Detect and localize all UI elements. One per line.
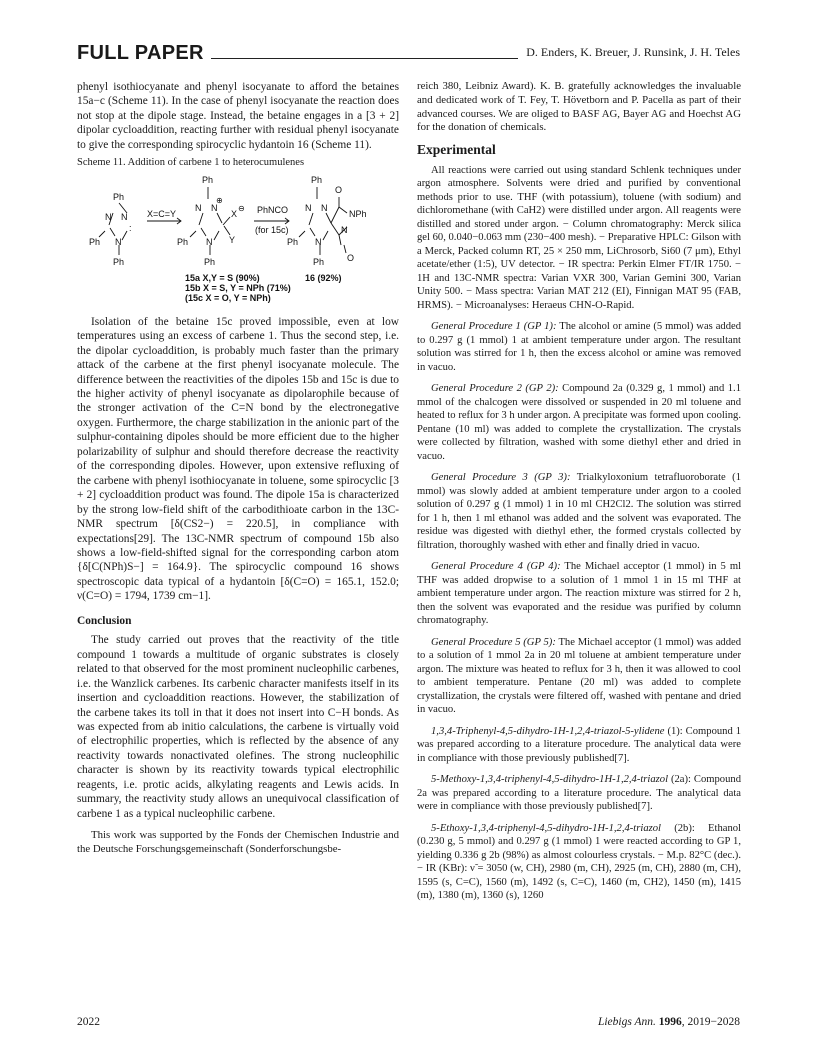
compound-15a-label: 15a X,Y = S (90%): [185, 272, 260, 283]
procedure-title: General Procedure 1 (GP 1):: [431, 321, 557, 333]
n-label: N: [206, 236, 213, 247]
left-column: [77, 80, 399, 857]
acknowledgement-continued: reich 380, Leibniz Award). K. B. gratefully acknowledges the invaluable and dedicated work of T. Fey, T. Hövetborn and P. Pacella as part of their advanced courses. We are oliged to BASF AG, Bayer AG and Hoechst AG for the donation of chemicals.: [417, 80, 741, 134]
n-label: N: [115, 236, 122, 247]
ph-label: Ph: [204, 256, 216, 267]
n-label: N: [315, 236, 322, 247]
scheme-11: [77, 173, 399, 309]
page-number: 2022: [77, 1016, 100, 1028]
compound-15c-label: (15c X = O, Y = NPh): [185, 292, 271, 303]
experimental-heading: Experimental: [417, 142, 496, 158]
compound-16-label: 16 (92%): [305, 272, 342, 283]
carbene-dots: :: [129, 222, 132, 233]
ph-label: Ph: [89, 236, 101, 247]
compound-text: (1): Compound 1 was prepared according to a literature procedure. The analytical data were in compliance with those previously published[7].: [417, 725, 741, 764]
article-type: FULL PAPER: [77, 42, 204, 64]
header-authors: D. Enders, K. Breuer, J. Runsink, J. H. Teles: [526, 45, 740, 59]
journal-citation: [598, 1016, 740, 1028]
n-label: N: [105, 211, 112, 222]
journal-name: Liebigs Ann.: [597, 1016, 656, 1028]
paragraph: phenyl isothiocyanate and phenyl isocyanate to afford the betaines 15a−c (Scheme 11). In the case of phenyl isocyanate the reaction does not stop at the dipole stage. Instead, the betaine engages in a [3 + 2] dipolar cycloaddition, reacting further with residual phenyl isocyanate to give the corresponding spirocyclic hydantoin 16 (Scheme 11).: [77, 81, 399, 151]
y-label: Y: [229, 234, 236, 245]
general-procedure-3: [417, 471, 741, 552]
paragraph: The study carried out proves that the reactivity of the title compound 1 towards a multitude of organic substrates is closely related to that observed for the most prominent nucleophilic carbenes, i.e. the Wanzlick carbenes. Its carbenic character manifests itself in its insertion and cycloaddition reactions. However, the stabilization of the carbene takes its toll in that it does not insert into C−H bonds. As was expected from ab initio calculations, the carbene is virtually void of electrophilic properties, which is reflected by the absence of any reactivity towards nonactivated olefines. The strong nucleophilic character is shown by its reactivity towards typical electrophilic reagents, i.e. protic acids, alkylating reagents and Lewis acids. In summary, the reactivity study allows an unequivocal classification of carbene 1 as a typical nucleophilic carbene.: [77, 634, 399, 820]
compound-1-entry: [417, 725, 741, 766]
general-procedure-5: [417, 636, 741, 717]
ph-label: Ph: [311, 174, 323, 185]
scheme-caption: Scheme 11. Addition of carbene 1 to heterocumulenes: [77, 157, 305, 169]
n-label: N: [121, 211, 128, 222]
x-label: X: [231, 208, 238, 219]
n-label: N: [211, 202, 218, 213]
paragraph: Isolation of the betaine 15c proved impossible, even at low temperatures using an excess of carbene 1. Thus the second step, i.e. the dipolar cycloaddition, is probably much faster than the primary attack of the carbene at the first phenyl isocyanate molecule. The difference between the reactivities of the dipoles 15b and 15c is due to the higher activity of phenyl isocyanate as dipolarophile because of the stronger activation of the C=N bond by the electronegative oxygen. Furthermore, the charge stabilization in the anionic part of the sulphur-containing dipoles should be more efficient due to the higher polarizability of sulphur and should therefore decrease the reactivity of the corresponding dipoles. However, upon extensive refluxing of the carbene with phenyl isothiocyanate in toluene, some spirocyclic [3 + 2] cycloaddition product was found. The dipole 15a is characterized by the strong low-field shift of the carbodithioate carbon in the 13C-NMR spectrum [δ(CS2−) = 220.5], in compliance with expectations[29]. The 13C-NMR spectrum of compound 15b also shows a low-field-shifted signal for the corresponding carbon atom {δ[C(NPh)S−] = 164.9}. The spirocyclic compound 16 shows spectroscopic data typical of a hydantoin [δ(C=O) = 165.1, 152.0; ν(C=O) = 1794, 1739 cm−1].: [77, 315, 399, 603]
compound-text: (2a): Compound 2a was prepared according to a literature procedure. The analytical data were in compliance with those previously published[7].: [417, 774, 741, 813]
ph-label: Ph: [287, 236, 299, 247]
procedure-title: General Procedure 4 (GP 4):: [431, 561, 561, 573]
ph-label: Ph: [113, 191, 125, 202]
charge-plus: ⊕: [216, 195, 223, 205]
right-column: [417, 80, 741, 903]
o-label: O: [335, 184, 343, 195]
reaction-scheme-drawing: [77, 173, 399, 309]
conclusion-heading: Conclusion: [77, 614, 132, 627]
general-procedure-1: [417, 320, 741, 374]
o-label: O: [347, 252, 355, 263]
procedure-title: General Procedure 3 (GP 3):: [431, 472, 571, 484]
compound-title: 5-Methoxy-1,3,4-triphenyl-4,5-dihydro-1H-1,2,4-triazol: [431, 774, 669, 786]
ph-label: Ph: [177, 236, 189, 247]
general-procedure-4: [417, 560, 741, 628]
procedure-title: General Procedure 5 (GP 5):: [431, 636, 556, 648]
compound-title: 1,3,4-Triphenyl-4,5-dihydro-1H-1,2,4-triazol-5-ylidene: [431, 725, 665, 737]
general-procedure-2: [417, 382, 741, 463]
nph-label: NPh: [349, 208, 367, 219]
reagent-phnco: PhNCO: [257, 204, 289, 215]
reagent-xcy: X=C=Y: [147, 208, 177, 219]
acknowledgement: This work was supported by the Fonds der Chemischen Industrie and the Deutsche Forschungsgemeinschaft (Sonderforschungsbe-: [77, 829, 399, 855]
journal-pages: , 2019−2028: [681, 1016, 740, 1028]
procedure-text: The Michael acceptor (1 mmol) was added to a solution of 1 mmol 2a in 20 ml toluene at ambient temperature under argon. The mixture was heated to reflux for 3 h, then it was allowed to cool to ambient temperature. Pentane (20 ml) was added to complete crystallization, the crystals were filtered off, washed with pentane and dried in vacuo.: [417, 636, 741, 716]
n-label: N: [341, 224, 348, 235]
header-rule: [211, 58, 518, 59]
ph-label: Ph: [113, 256, 125, 267]
compound-15b-label: 15b X = S, Y = NPh (71%): [185, 282, 291, 293]
paragraph: All reactions were carried out using standard Schlenk techniques under argon atmosphere. Solvents were dried and purified by conventional methods prior to use. THF (with potassium), toluene (with sodium) and dichloromethane (with CaH2) were distilled under argon. All reagents were distilled and stored under argon. − Column chromatography: Merck silica gel 60, 0.040−0.063 mm (230−400 mesh). − Preparative HPLC: Gilson with a Merck, Packed column RT, 25 × 250 mm, LiChrosorb, Si60 (7 μm), Ethyl acetate/ether (1:5), UV detector. − IR spectra: Perkin Elmer FT/IR 1750. − 1H and 13C-NMR spectra: Varian VXR 300, Varian Gemini 300, Varian Unity 500. − Mass spectra: Varian MAT 212 (EI), Finnigan MAT 95 (FAB, HRMS). − Microanalyses: Heraeus CHN-O-Rapid.: [417, 164, 741, 311]
n-label: N: [195, 202, 202, 213]
compound-2b-entry: [417, 822, 741, 903]
journal-year: 1996: [658, 1016, 682, 1028]
procedure-text: Trialkyloxonium tetrafluoroborate (1 mmol) was slowly added at ambient temperature under argon to a cooled solution of 0.297 g (1 mmol) 1 in 10 ml CH2Cl2. The solution was stirred for 1 h, then 1 ml ethanol was added and the solvent was evaporated. The residue was digested with diethyl ether, the formed crystals collected by filtration, thoroughly washed with ether and finally dried in vacuo.: [417, 472, 741, 551]
n-label: N: [321, 202, 328, 213]
compound-text: (2b): Ethanol (0.230 g, 5 mmol) and 0.297 g (1 mmol) 1 were reacted according to GP 1, yielding 0.336 g 2b (98%) as almost colourless crystals. − M.p. 82°C (dec.). − IR (KBr): ν̃ = 3050 (w, CH), 2980 (m, CH), 2925 (m, CH), 2880 (m, CH), 1595 (s, C=C), 1560 (m), 1492 (s, C=C), 1460 (m, CH2), 1450 (m), 1415 (m), 1380 (m), 1360 (s), 1260: [417, 822, 741, 902]
ph-label: Ph: [202, 174, 214, 185]
procedure-text: The Michael acceptor (1 mmol) in 5 ml THF was added dropwise to a solution of 1 mmol 1 in 15 ml THF at ambient temperature under argon. The reaction mixture was stirred for 2 h, then the solvent was evaporated and the residue was purified by column chromatography.: [417, 561, 742, 627]
running-header: [77, 42, 740, 64]
n-label: N: [305, 202, 312, 213]
ph-label: Ph: [313, 256, 325, 267]
charge-minus: ⊖: [238, 203, 245, 213]
compound-2a-entry: [417, 773, 741, 814]
compound-title: 5-Ethoxy-1,3,4-triphenyl-4,5-dihydro-1H-1,2,4-triazol: [431, 822, 661, 834]
procedure-title: General Procedure 2 (GP 2):: [431, 383, 559, 395]
procedure-text: The alcohol or amine (5 mmol) was added to 0.297 g (1 mmol) 1 at ambient temperature under argon. The resultant solution was stirred for 1 h, then the excess alcohol or amine was removed in vacuo.: [417, 321, 742, 373]
procedure-text: Compound 2a (0.329 g, 1 mmol) and 1.1 mmol of the chalcogen were dissolved or suspended in 20 ml toluene and heated to reflux for 3 h under argon. A precipitate was formed upon cooling. Pentane (10 ml) was added to complete the crystallization. The crystals were collected by filtration, washed with some diethyl ether and dried in vacuo.: [417, 383, 741, 462]
reagent-note: (for 15c): [255, 224, 289, 235]
